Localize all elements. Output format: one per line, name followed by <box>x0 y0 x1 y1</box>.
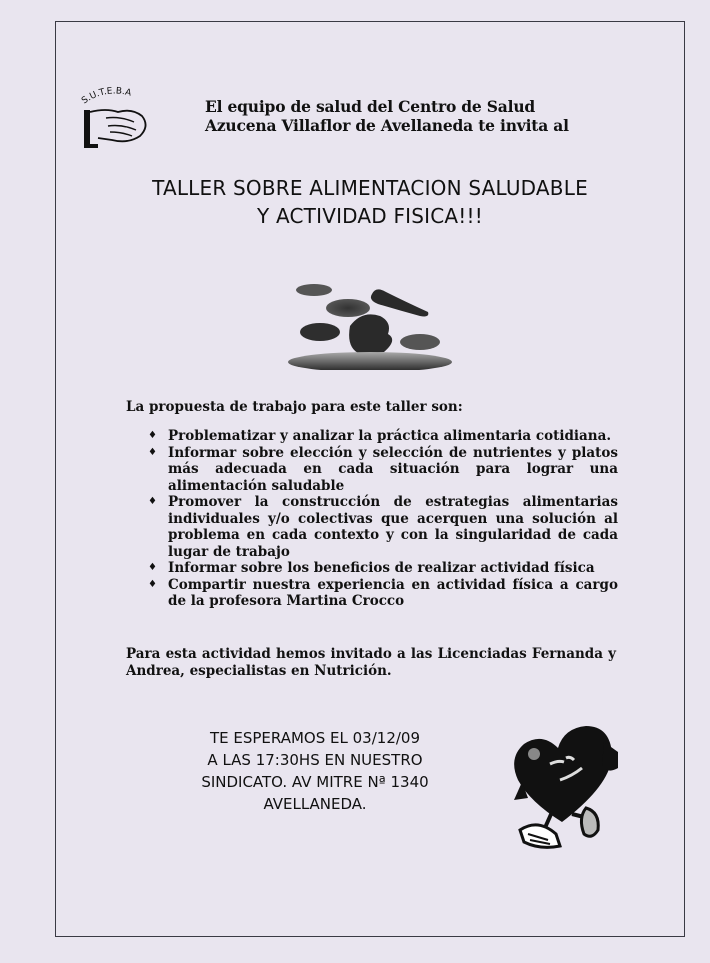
logo-text: S.U.T.E.B.A <box>80 86 133 107</box>
list-item: ♦ Informar sobre los beneficios de realizar actividad física <box>148 560 595 576</box>
event-details <box>170 727 460 815</box>
bullet-icon: ♦ <box>148 578 157 590</box>
event-line-4: AVELLANEDA. <box>263 795 367 813</box>
title-line-2: Y ACTIVIDAD FISICA!!! <box>257 204 483 228</box>
bullet-icon: ♦ <box>148 496 157 507</box>
invite-paragraph: Para esta actividad hemos invitado a las Licenciadas Fernanda y Andrea, especialistas en Nutrición. <box>126 646 616 679</box>
list-item: ♦ Promover la construcción de estrategias alimentarias individuales y/o colectivas que acerquen una solución al problema en cada contexto y con la singularidad de cada lugar de trabajo <box>148 494 618 560</box>
proposal-list <box>148 428 618 610</box>
header-line-2: Azucena Villaflor de Avellaneda te invita al <box>205 116 569 135</box>
bullet-icon: ♦ <box>148 562 157 573</box>
event-line-1: TE ESPERAMOS EL 03/12/09 <box>209 729 420 747</box>
running-heart-icon <box>500 722 625 872</box>
vegetables-bowl-icon <box>280 270 460 370</box>
list-item: ♦ Problematizar y analizar la práctica alimentaria cotidiana. <box>148 428 612 444</box>
running-heart-mascot <box>500 722 625 872</box>
header-line-1: El equipo de salud del Centro de Salud <box>205 97 536 116</box>
hands-logo-icon <box>76 82 156 152</box>
bullet-icon: ♦ <box>148 430 157 441</box>
header-text <box>205 97 569 135</box>
list-item: ♦ Compartir nuestra experiencia en actividad física a cargo de la profesora Martina Crocco <box>148 576 618 609</box>
event-line-2: A LAS 17:30HS EN NUESTRO <box>207 751 423 769</box>
vegetables-illustration <box>280 270 460 370</box>
suteba-logo <box>76 82 156 152</box>
bullet-icon: ♦ <box>148 446 157 458</box>
event-line-3: SINDICATO. AV MITRE Nª 1340 <box>201 773 429 791</box>
page-title <box>55 174 685 230</box>
list-item: ♦ Informar sobre elección y selección de nutrientes y platos más adecuada en cada situación para lograr una alimentación saludable <box>148 444 618 494</box>
svg-text:S.U.T.E.B.A <box>80 86 133 106</box>
title-line-1: TALLER SOBRE ALIMENTACION SALUDABLE <box>152 176 588 200</box>
proposal-intro: La propuesta de trabajo para este taller son: <box>126 399 463 415</box>
